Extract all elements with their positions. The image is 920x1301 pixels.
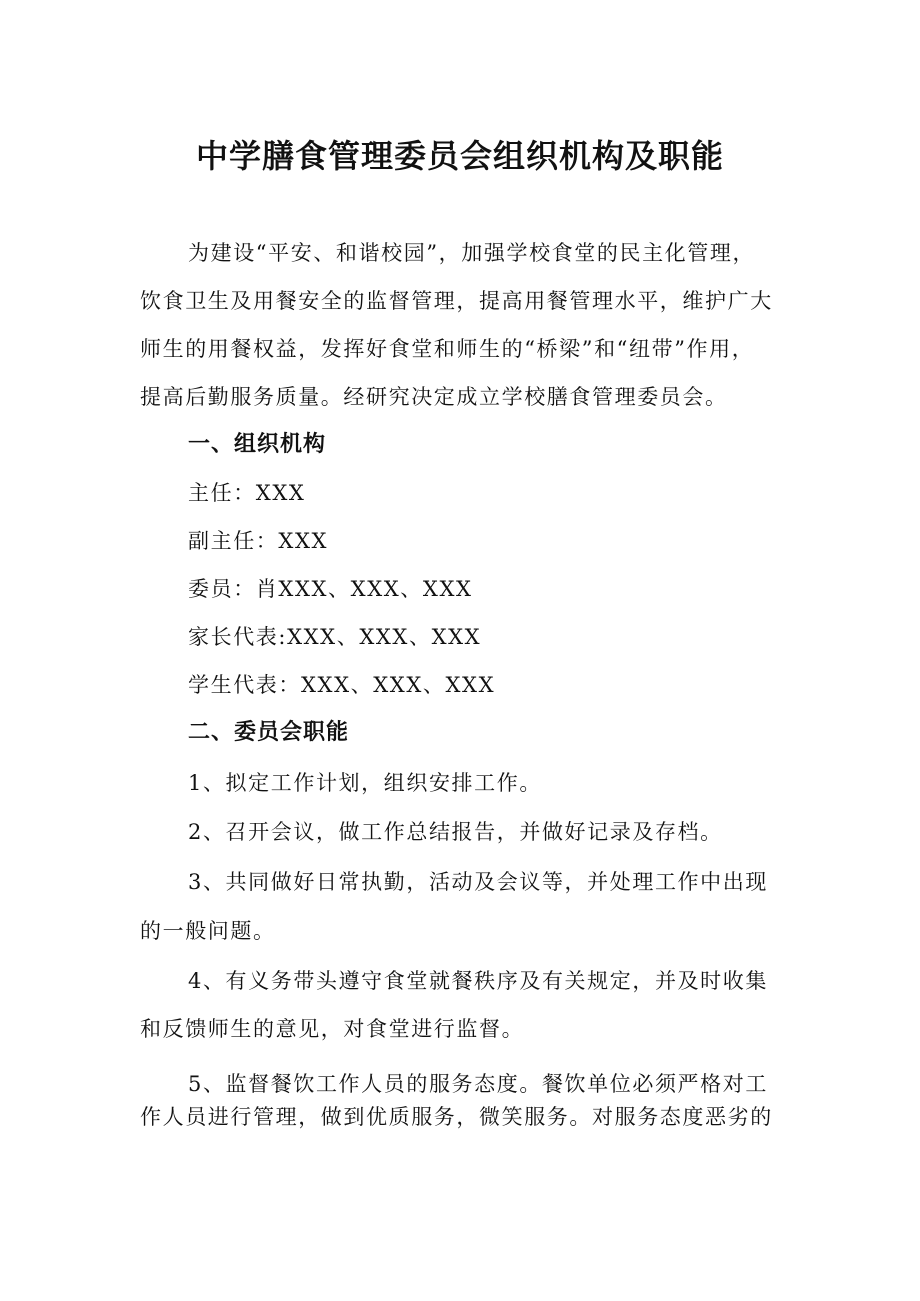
function-item-5: 5、监督餐饮工作人员的服务态度。餐饮单位必须严格对工	[188, 1072, 768, 1096]
intro-line: 师生的用餐权益，发挥好食堂和师生的“桥梁”和“纽带”作用，	[140, 337, 755, 361]
document-title: 中学膳食管理委员会组织机构及职能	[195, 137, 724, 175]
function-item-5-cont: 作人员进行管理，做到优质服务，微笑服务。对服务态度恶劣的	[140, 1105, 773, 1129]
member-director: 主任：XXX	[188, 481, 306, 505]
function-item-3-cont: 的一般问题。	[140, 919, 276, 943]
function-item-1: 1、拟定工作计划，组织安排工作。	[188, 771, 542, 795]
intro-line: 为建设“平安、和谐校园”，加强学校食堂的民主化管理，	[188, 241, 756, 265]
member-committee: 委员：肖XXX、XXX、XXX	[188, 577, 473, 601]
intro-line: 提高后勤服务质量。经研究决定成立学校膳食管理委员会。	[140, 385, 728, 409]
function-item-2: 2、召开会议，做工作总结报告，并做好记录及存档。	[188, 820, 723, 844]
function-item-4: 4、有义务带头遵守食堂就餐秩序及有关规定，并及时收集	[188, 969, 768, 993]
function-item-3: 3、共同做好日常执勤，活动及会议等，并处理工作中出现	[188, 870, 768, 894]
section-heading-organization: 一、组织机构	[188, 432, 327, 457]
member-parent-representatives: 家长代表:XXX、XXX、XXX	[188, 625, 482, 649]
section-heading-functions: 二、委员会职能	[188, 720, 350, 745]
member-deputy-director: 副主任：XXX	[188, 529, 329, 553]
intro-line: 饮食卫生及用餐安全的监督管理，提高用餐管理水平，维护广大	[140, 289, 773, 313]
function-item-4-cont: 和反馈师生的意见，对食堂进行监督。	[140, 1017, 525, 1041]
member-student-representatives: 学生代表：XXX、XXX、XXX	[188, 673, 496, 697]
